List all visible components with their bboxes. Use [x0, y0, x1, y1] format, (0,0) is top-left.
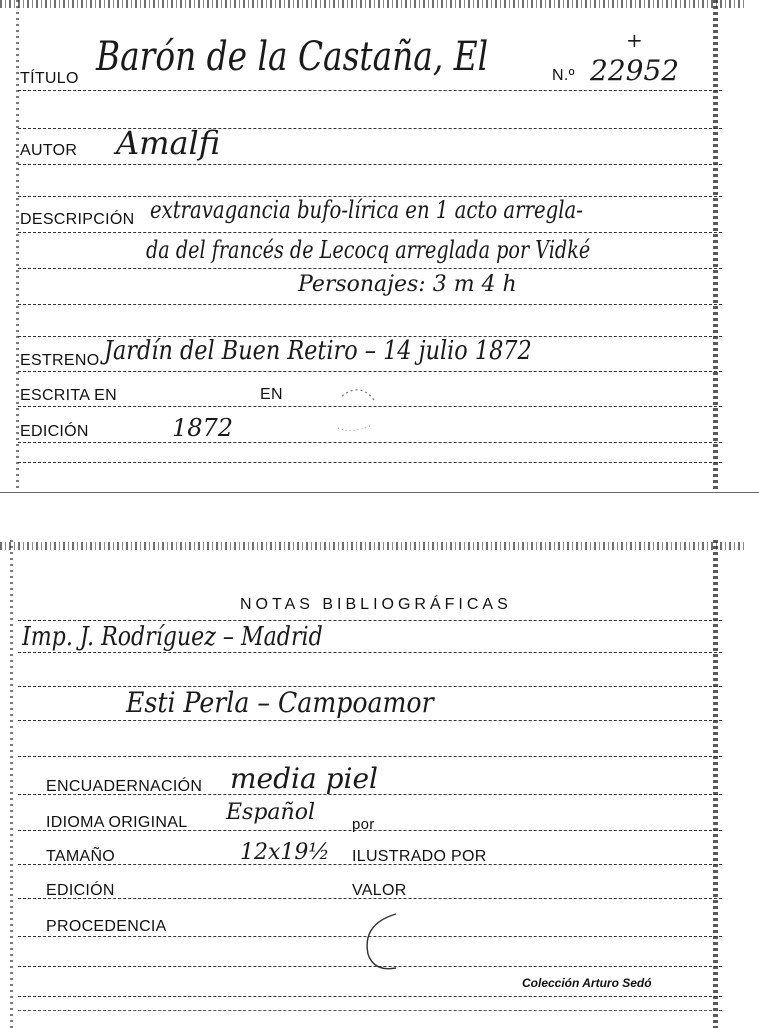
card-edge-left: [10, 540, 13, 1028]
rule-line: [18, 371, 722, 372]
rule-line: [18, 1010, 722, 1011]
descripcion-line-2: da del francés de Lecocq arreglada por Vidké: [146, 236, 591, 264]
rule-line: [18, 164, 722, 165]
encuadernacion-value: media piel: [230, 762, 378, 795]
estreno-label: ESTRENO: [20, 352, 100, 369]
edicion-label: EDICIÓN: [20, 423, 89, 440]
rule-line: [18, 90, 722, 91]
card-edge-right: [713, 540, 718, 1028]
titulo-label: TÍTULO: [20, 70, 79, 87]
rule-line: [18, 304, 722, 305]
autor-value: Amalfi: [116, 124, 221, 162]
rule-line: [18, 720, 722, 721]
encuadernacion-label: ENCUADERNACIÓN: [46, 778, 203, 795]
catalog-card-back: [0, 540, 744, 1028]
rule-line: [18, 232, 722, 233]
idioma-value: Español: [226, 800, 315, 825]
catalog-card-front: [0, 0, 744, 492]
titulo-value: Barón de la Castaña, El: [96, 34, 489, 80]
por-label: por: [352, 816, 375, 833]
card-edge-top: [0, 0, 744, 8]
notes-title: NOTAS BIBLIOGRÁFICAS: [240, 596, 512, 613]
tamano-label: TAMAÑO: [46, 848, 116, 865]
procedencia-label: PROCEDENCIA: [46, 918, 167, 935]
rule-line: [18, 620, 722, 621]
descripcion-line-3: Personajes: 3 m 4 h: [298, 272, 517, 297]
note-line-2: Esti Perla – Campoamor: [126, 686, 434, 719]
estreno-value: Jardín del Buen Retiro – 14 julio 1872: [104, 336, 532, 366]
collection-stamp: Colección Arturo Sedó: [522, 976, 652, 990]
ilustrado-por-label: ILUSTRADO POR: [352, 848, 487, 865]
idioma-original-label: IDIOMA ORIGINAL: [46, 814, 188, 831]
rule-line: [18, 756, 722, 757]
autor-label: AUTOR: [20, 142, 78, 159]
plus-mark: +: [626, 28, 643, 52]
card-separator: [0, 492, 759, 493]
card-edge-left: [16, 0, 19, 492]
numero-label: N.º: [552, 67, 575, 84]
ink-smudge: [330, 376, 390, 446]
edicion-label: EDICIÓN: [46, 882, 115, 899]
descripcion-label: DESCRIPCIÓN: [20, 211, 135, 228]
rule-line: [18, 462, 722, 463]
note-line-1: Imp. J. Rodríguez – Madrid: [22, 622, 323, 652]
ink-arc: [356, 906, 406, 978]
numero-value: 22952: [590, 54, 680, 87]
rule-line: [18, 652, 722, 653]
rule-line: [18, 996, 722, 997]
rule-line: [18, 268, 722, 269]
en-label: EN: [260, 386, 283, 403]
escrita-en-label: ESCRITA EN: [20, 387, 117, 404]
descripcion-line-1: extravagancia bufo-lírica en 1 acto arregla-: [150, 196, 583, 224]
card-edge-right: [713, 0, 718, 492]
edicion-value: 1872: [172, 414, 234, 442]
valor-label: VALOR: [352, 882, 407, 899]
card-edge-top: [0, 542, 744, 550]
tamano-value: 12x19½: [240, 840, 330, 865]
